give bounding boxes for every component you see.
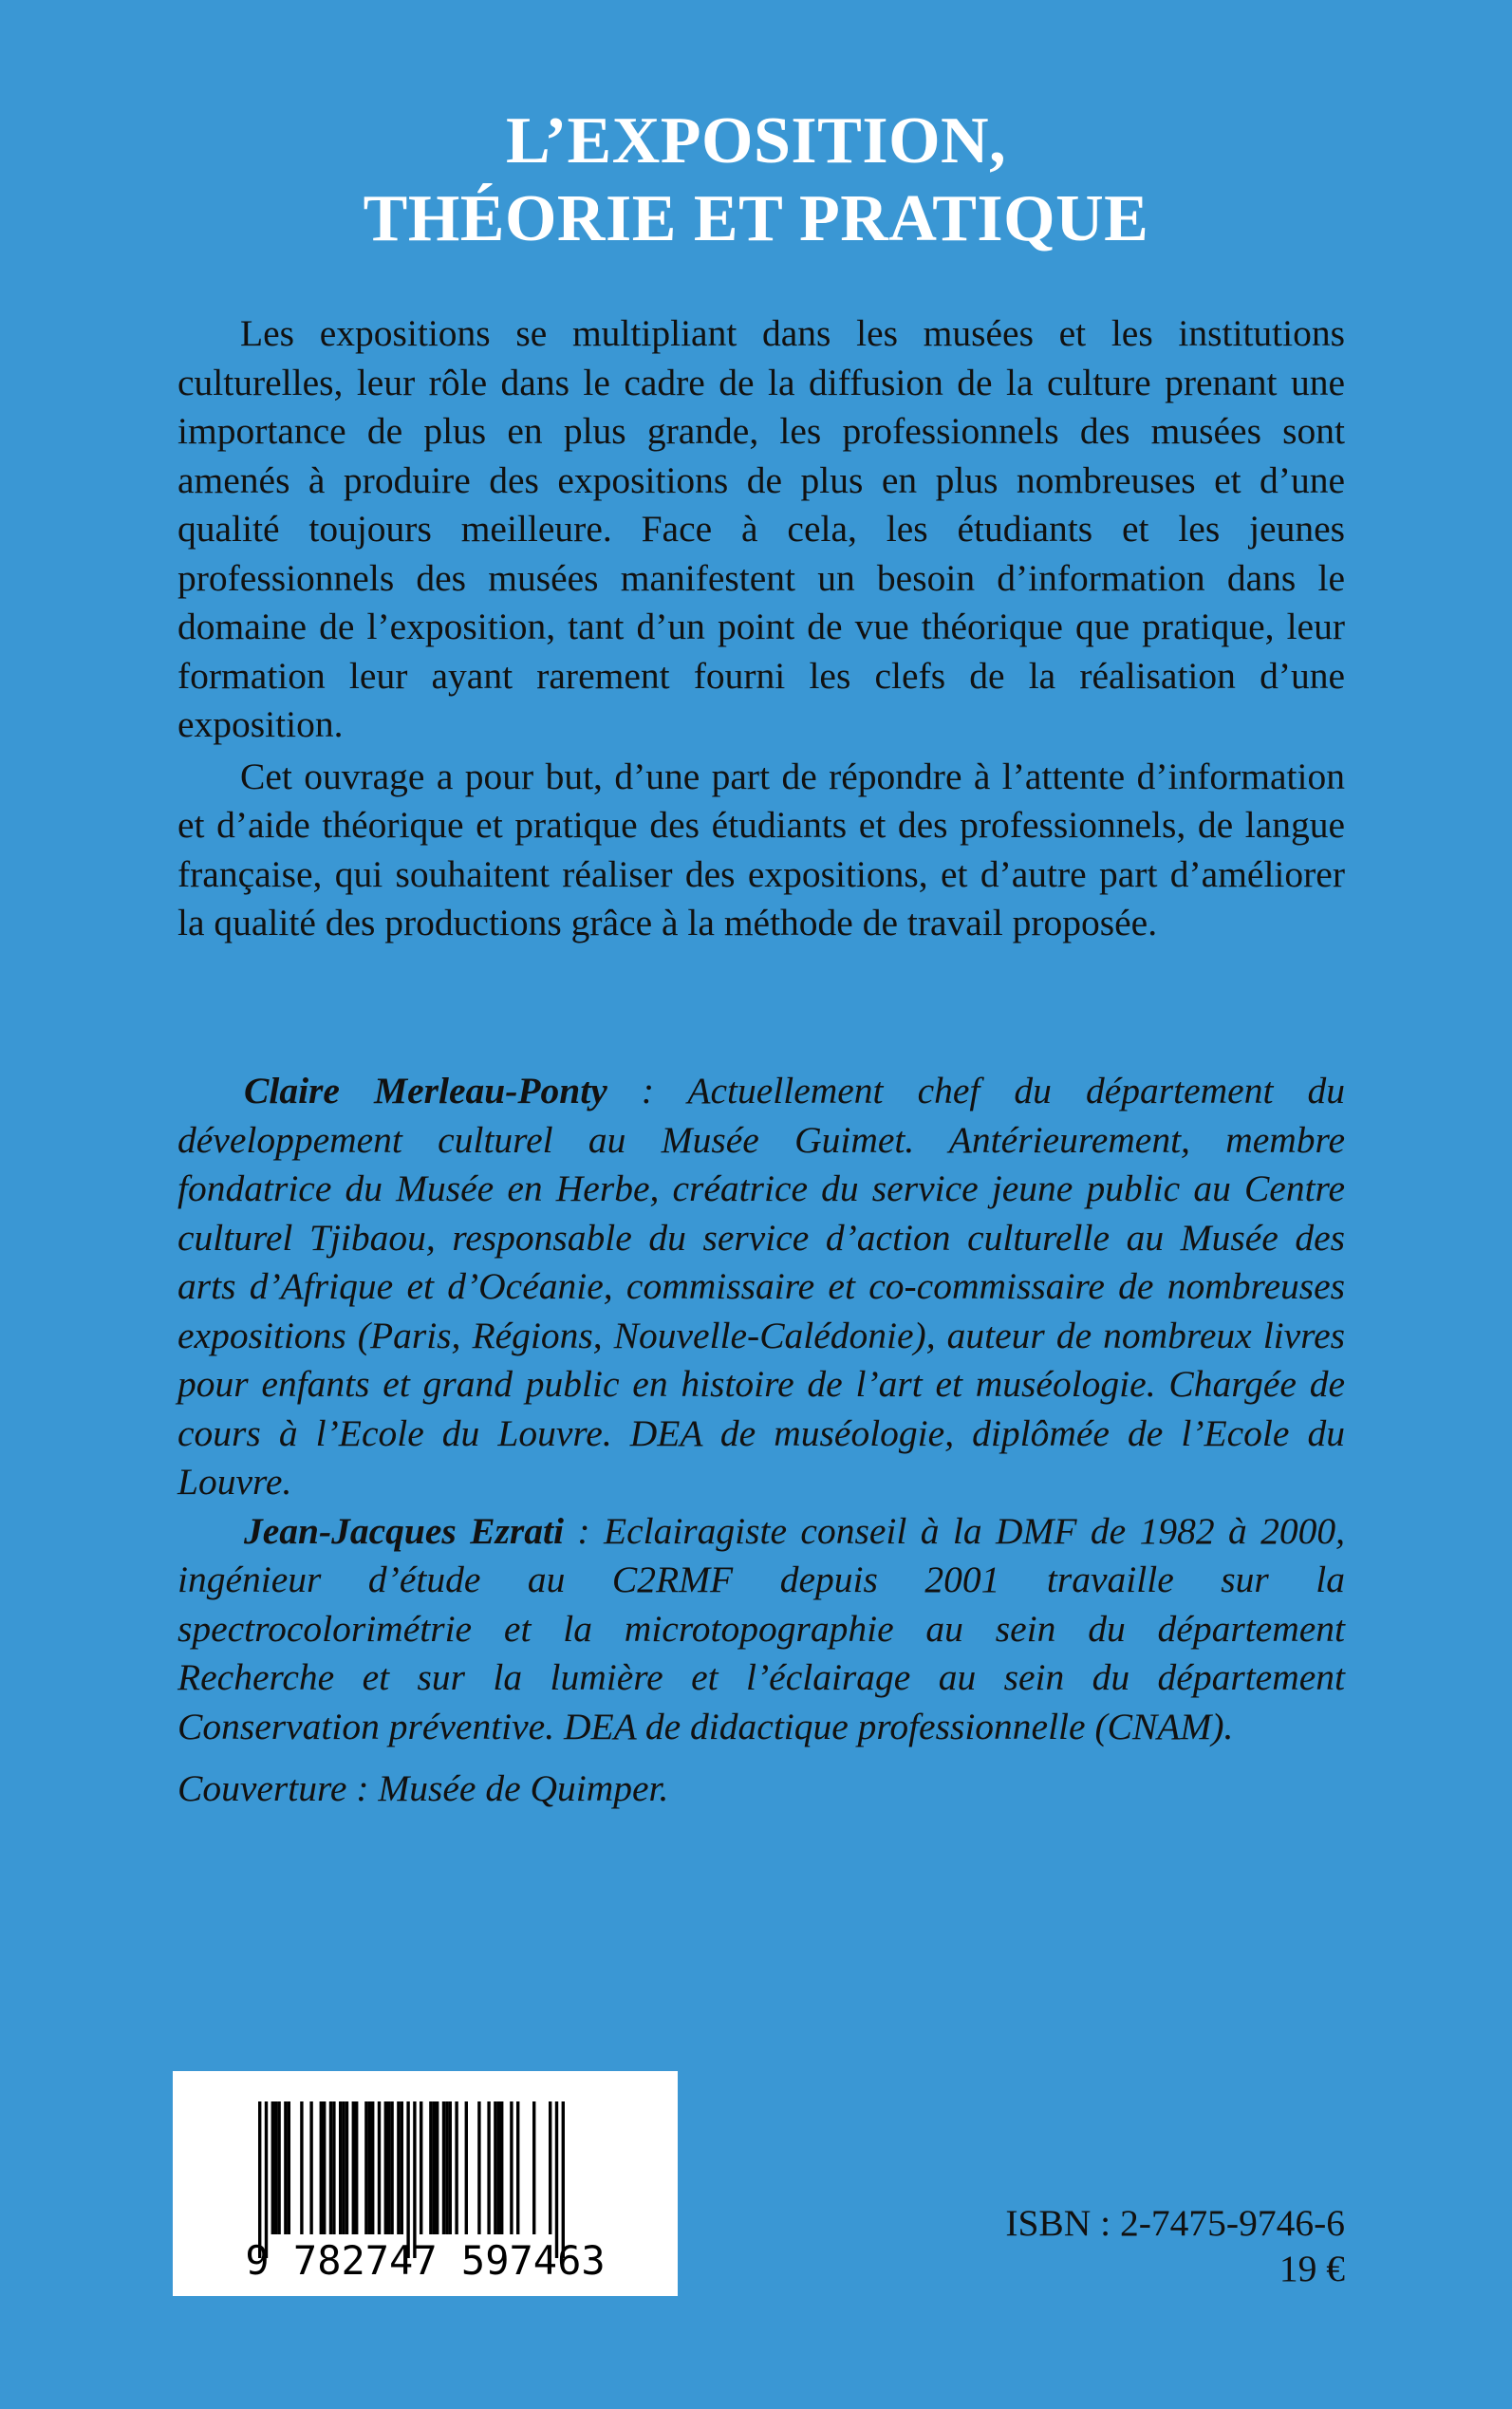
price: 19 € <box>1279 2248 1345 2289</box>
barcode-bar <box>494 2101 496 2234</box>
title-line-1: L’EXPOSITION, <box>505 104 1007 177</box>
author-name-1: Claire Merleau-Ponty <box>244 1070 607 1111</box>
barcode-bar <box>265 2101 268 2258</box>
barcode-bar <box>390 2101 393 2234</box>
barcode-bar <box>384 2101 387 2234</box>
isbn: ISBN : 2-7475-9746-6 <box>1005 2202 1345 2244</box>
barcode-bar <box>420 2101 422 2234</box>
barcode-bar <box>342 2101 345 2234</box>
barcode-bar <box>345 2101 348 2234</box>
barcode-bar <box>413 2101 416 2258</box>
book-description <box>177 309 1345 948</box>
barcode-bar <box>449 2101 452 2234</box>
barcode-bar <box>497 2101 500 2234</box>
barcode-bar <box>436 2101 439 2234</box>
barcode-graphic <box>173 2071 678 2296</box>
cover-credit: Couverture : Musée de Quimper. <box>177 1767 669 1809</box>
barcode-bar <box>368 2101 371 2234</box>
barcode-bar <box>271 2101 274 2234</box>
barcode-bar <box>387 2101 390 2234</box>
barcode-digits: 9 782747 597463 <box>245 2237 606 2284</box>
barcode <box>173 2071 678 2296</box>
barcode-bar <box>320 2101 323 2234</box>
barcode-bar <box>288 2101 290 2234</box>
barcode-bar <box>355 2101 358 2234</box>
barcode-bar <box>378 2101 381 2234</box>
barcode-bar <box>433 2101 436 2234</box>
barcode-bar <box>274 2101 277 2234</box>
barcode-bar <box>500 2101 503 2234</box>
barcode-bar <box>329 2101 332 2234</box>
barcode-bar <box>352 2101 355 2234</box>
barcode-bar <box>397 2101 400 2234</box>
author-bio-2 <box>177 1507 1345 1752</box>
title-line-2: THÉORIE ET PRATIQUE <box>363 182 1149 255</box>
barcode-bar <box>284 2101 287 2234</box>
barcode-bar <box>300 2101 303 2234</box>
author-bios <box>177 1067 1345 1751</box>
barcode-bar <box>406 2101 409 2258</box>
barcode-bar <box>371 2101 374 2234</box>
author-bio-1 <box>177 1067 1345 1507</box>
author-bio-text-2: : Eclairagiste conseil à la DMF de 1982 à 2000, ingénieur d’étude au C2RMF depuis 2001 travaille sur la spectrocolorimétrie et la microtopographie au sein du département Recherche et sur la lumière et l’éclairage au sein du département Conservation préventive. DEA de didactique professionnelle (CNAM). <box>177 1509 1345 1747</box>
barcode-bar <box>332 2101 335 2234</box>
book-title <box>0 103 1512 258</box>
barcode-bar <box>401 2101 403 2234</box>
barcode-bar <box>516 2101 519 2234</box>
barcode-bar <box>555 2101 558 2258</box>
barcode-bar <box>429 2101 432 2234</box>
barcode-bar <box>442 2101 445 2234</box>
description-paragraph-2: Cet ouvrage a pour but, d’une part de répondre à l’attente d’information et d’aide théorique et pratique des étudiants et des professionnels, de langue française, qui souhaitent réaliser des expositions, et d’autre part d’améliorer la qualité des productions grâce à la méthode de travail proposée. <box>177 755 1345 943</box>
author-bio-text-1: : Actuellement chef du département du développement culturel au Musée Guimet. Antérieurement, membre fondatrice du Musée en Herbe, créatrice du service jeune public au Centre culturel Tjibaou, responsable du service d’action culturelle au Musée des arts d’Afrique et d’Océanie, commissaire et co-commissaire de nombreuses expositions (Paris, Régions, Nouvelle-Calédonie), auteur de nombreux livres pour enfants et grand public en histoire de l’art et muséologie. Chargée de cours à l’Ecole du Louvre. DEA de muséologie, diplômée de l’Ecole du Louvre. <box>177 1070 1345 1503</box>
barcode-bar <box>562 2101 565 2258</box>
barcode-bar <box>445 2101 448 2234</box>
barcode-bar <box>487 2101 490 2234</box>
barcode-bar <box>532 2101 535 2234</box>
barcode-bar <box>465 2101 468 2234</box>
barcode-bar <box>549 2101 551 2234</box>
barcode-bar <box>323 2101 326 2234</box>
author-name-2: Jean-Jacques Ezrati <box>244 1509 564 1552</box>
barcode-bar <box>510 2101 513 2234</box>
barcode-bar <box>258 2101 261 2258</box>
barcode-bar <box>477 2101 480 2234</box>
barcode-bar <box>339 2101 342 2234</box>
barcode-bar <box>309 2101 312 2234</box>
barcode-bar <box>364 2101 367 2234</box>
description-paragraph-1: Les expositions se multipliant dans les musées et les institutions culturelles, leur rôle dans le cadre de la diffusion de la culture prenant une importance de plus en plus grande, les professionnels des musées sont amenés à produire des expositions de plus en plus nombreuses et d’une qualité toujours meilleure. Face à cela, les étudiants et les jeunes professionnels des musées manifestent un besoin d’information dans le domaine de l’exposition, tant d’un point de vue théorique que pratique, leur formation leur ayant rarement fourni les clefs de la réalisation d’une exposition. <box>177 312 1345 745</box>
barcode-bar <box>277 2101 280 2234</box>
barcode-bars <box>258 2101 565 2258</box>
barcode-bar <box>455 2101 457 2234</box>
